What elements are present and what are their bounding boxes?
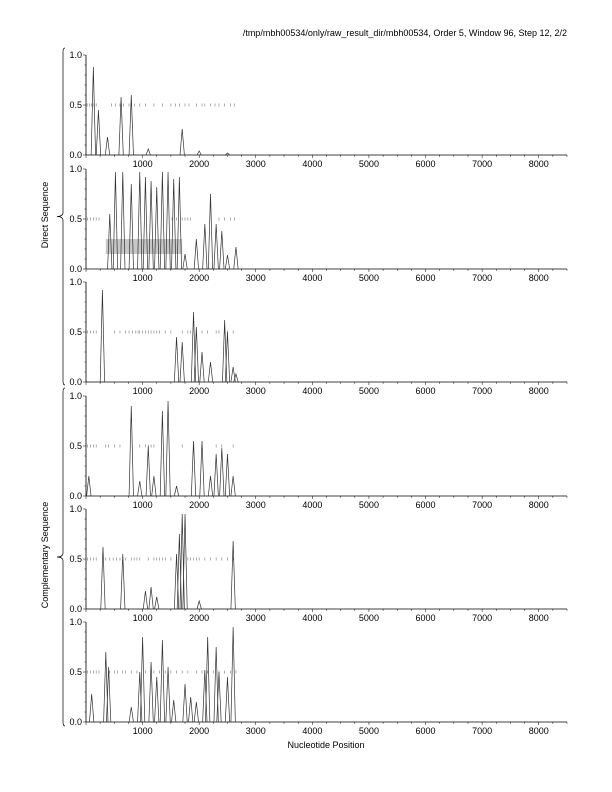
peak-mark xyxy=(208,194,212,269)
x-tick-label: 5000 xyxy=(358,386,379,396)
peak-mark xyxy=(140,637,144,722)
y-tick-label: 0.0 xyxy=(69,604,82,614)
y-tick-label: 0.0 xyxy=(69,717,82,727)
peak-mark xyxy=(149,181,153,269)
peak-mark xyxy=(208,476,212,496)
peak-mark xyxy=(96,110,100,155)
peak-mark xyxy=(172,700,176,722)
peak-mark xyxy=(129,95,133,155)
peak-mark xyxy=(180,342,184,382)
peak-mark xyxy=(104,652,108,722)
peak-mark xyxy=(200,441,204,496)
x-tick-label: 7000 xyxy=(472,500,493,510)
x-tick-label: 2000 xyxy=(189,500,210,510)
x-tick-label: 5000 xyxy=(358,273,379,283)
x-tick-label: 3000 xyxy=(245,726,266,736)
x-tick-label: 1000 xyxy=(132,273,153,283)
y-tick-label: 0.5 xyxy=(69,667,82,677)
y-tick-label: 0.0 xyxy=(69,491,82,501)
x-tick-label: 3000 xyxy=(245,273,266,283)
x-tick-label: 6000 xyxy=(415,500,436,510)
x-tick-label: 6000 xyxy=(415,726,436,736)
peak-mark xyxy=(205,637,209,722)
panels xyxy=(69,50,567,736)
x-tick-label: 4000 xyxy=(302,386,323,396)
peak-mark xyxy=(200,352,204,382)
peak-mark xyxy=(160,640,164,722)
y-tick-label: 0.5 xyxy=(69,554,82,564)
y-tick-label: 1.0 xyxy=(69,617,82,627)
y-tick-label: 0.5 xyxy=(69,327,82,337)
x-tick-label: 3000 xyxy=(245,500,266,510)
peak-mark xyxy=(160,411,164,496)
x-tick-label: 8000 xyxy=(528,159,549,169)
peak-mark xyxy=(191,312,195,382)
peak-mark xyxy=(231,476,235,496)
peak-mark xyxy=(197,151,201,155)
x-tick-label: 8000 xyxy=(528,726,549,736)
y-tick-label: 0.0 xyxy=(69,264,82,274)
x-tick-label: 3000 xyxy=(245,386,266,396)
peak-mark xyxy=(231,627,235,722)
peak-mark xyxy=(220,231,224,269)
group-label-direct: Direct Sequence xyxy=(40,181,50,249)
peak-mark xyxy=(220,448,224,496)
x-tick-label: 4000 xyxy=(302,726,323,736)
group-label-complementary: Complementary Sequence xyxy=(40,501,50,609)
x-tick-label: 7000 xyxy=(472,726,493,736)
peak-mark xyxy=(174,337,178,382)
panel-2 xyxy=(69,164,567,283)
peak-mark xyxy=(180,129,184,155)
peak-mark xyxy=(188,697,192,722)
panel-1 xyxy=(69,50,567,169)
peak-mark xyxy=(121,554,125,609)
x-tick-label: 8000 xyxy=(528,273,549,283)
peak-mark xyxy=(155,597,159,609)
x-tick-label: 5000 xyxy=(358,159,379,169)
bracket-direct xyxy=(57,48,65,385)
y-tick-label: 0.5 xyxy=(69,214,82,224)
x-tick-label: 1000 xyxy=(132,500,153,510)
x-tick-label: 1000 xyxy=(132,613,153,623)
peak-mark xyxy=(197,601,201,609)
x-tick-label: 5000 xyxy=(358,613,379,623)
y-tick-label: 0.0 xyxy=(69,150,82,160)
x-tick-label: 6000 xyxy=(415,273,436,283)
peak-mark xyxy=(183,254,187,269)
x-tick-label: 2000 xyxy=(189,386,210,396)
peak-mark xyxy=(183,684,187,722)
x-tick-label: 2000 xyxy=(189,613,210,623)
peak-mark xyxy=(121,172,125,269)
peak-mark xyxy=(138,172,142,269)
x-tick-label: 4000 xyxy=(302,159,323,169)
peak-mark xyxy=(231,541,235,609)
peak-mark xyxy=(225,677,229,722)
peak-mark xyxy=(129,406,133,496)
x-tick-label: 7000 xyxy=(472,159,493,169)
panel-3 xyxy=(69,277,567,396)
peak-mark xyxy=(214,647,218,722)
y-tick-label: 1.0 xyxy=(69,391,82,401)
peak-mark xyxy=(177,177,181,269)
x-tick-label: 1000 xyxy=(132,386,153,396)
peak-mark xyxy=(194,239,198,269)
peak-mark xyxy=(113,172,117,269)
peak-mark xyxy=(194,702,198,722)
peak-mark xyxy=(172,179,176,269)
peak-mark xyxy=(214,224,218,269)
peak-mark xyxy=(149,587,153,609)
y-tick-label: 0.0 xyxy=(69,377,82,387)
peak-mark xyxy=(225,454,229,496)
x-tick-label: 1000 xyxy=(132,159,153,169)
y-tick-label: 0.5 xyxy=(69,441,82,451)
peak-mark xyxy=(101,547,105,609)
x-axis-label: Nucleotide Position xyxy=(287,740,365,750)
peak-mark xyxy=(129,184,133,269)
peak-mark xyxy=(155,187,159,269)
peak-mark xyxy=(208,362,212,382)
panel-6 xyxy=(69,617,567,736)
peak-mark xyxy=(174,486,178,496)
peak-mark xyxy=(222,320,226,382)
y-tick-label: 1.0 xyxy=(69,277,82,287)
x-tick-label: 2000 xyxy=(189,726,210,736)
x-tick-label: 4000 xyxy=(302,500,323,510)
peak-mark xyxy=(146,446,150,496)
x-tick-label: 1000 xyxy=(132,726,153,736)
peak-mark xyxy=(234,247,238,269)
bracket-complementary xyxy=(57,388,65,726)
peak-mark xyxy=(155,677,159,722)
peak-mark xyxy=(119,97,123,155)
peak-mark xyxy=(87,476,91,496)
peak-mark xyxy=(152,476,156,496)
x-tick-label: 8000 xyxy=(528,500,549,510)
peak-mark xyxy=(91,67,95,155)
peak-mark xyxy=(143,591,147,609)
x-tick-label: 2000 xyxy=(189,159,210,169)
peak-mark xyxy=(166,172,170,269)
y-tick-label: 1.0 xyxy=(69,50,82,60)
figure-header: /tmp/mbh00534/only/raw_result_dir/mbh00534, Order 5, Window 96, Step 12, 2/2 xyxy=(242,28,567,38)
panel-5 xyxy=(69,504,567,623)
peak-mark xyxy=(166,401,170,496)
x-tick-label: 5000 xyxy=(358,726,379,736)
panel-4 xyxy=(69,391,567,510)
peak-mark xyxy=(225,255,229,269)
peak-mark xyxy=(191,441,195,496)
x-tick-label: 6000 xyxy=(415,613,436,623)
y-tick-label: 1.0 xyxy=(69,504,82,514)
peak-mark xyxy=(203,224,207,269)
y-tick-label: 0.5 xyxy=(69,100,82,110)
x-tick-label: 7000 xyxy=(472,273,493,283)
peak-mark xyxy=(129,707,133,722)
x-tick-label: 7000 xyxy=(472,613,493,623)
x-tick-label: 5000 xyxy=(358,500,379,510)
x-tick-label: 8000 xyxy=(528,613,549,623)
peak-mark xyxy=(146,149,150,155)
x-tick-label: 4000 xyxy=(302,273,323,283)
x-tick-label: 4000 xyxy=(302,613,323,623)
x-tick-label: 6000 xyxy=(415,159,436,169)
x-tick-label: 3000 xyxy=(245,159,266,169)
x-tick-label: 7000 xyxy=(472,386,493,396)
peak-mark xyxy=(166,667,170,722)
x-tick-label: 2000 xyxy=(189,273,210,283)
peak-mark xyxy=(89,694,93,722)
peak-mark xyxy=(100,290,104,382)
peak-mark xyxy=(138,481,142,496)
x-tick-label: 8000 xyxy=(528,386,549,396)
peak-mark xyxy=(149,662,153,722)
x-tick-label: 6000 xyxy=(415,386,436,396)
group-brackets xyxy=(57,48,65,726)
y-tick-label: 1.0 xyxy=(69,164,82,174)
peak-mark xyxy=(214,454,218,496)
peak-mark xyxy=(105,137,109,155)
peak-mark xyxy=(143,177,147,269)
peak-mark xyxy=(160,172,164,269)
x-tick-label: 3000 xyxy=(245,613,266,623)
